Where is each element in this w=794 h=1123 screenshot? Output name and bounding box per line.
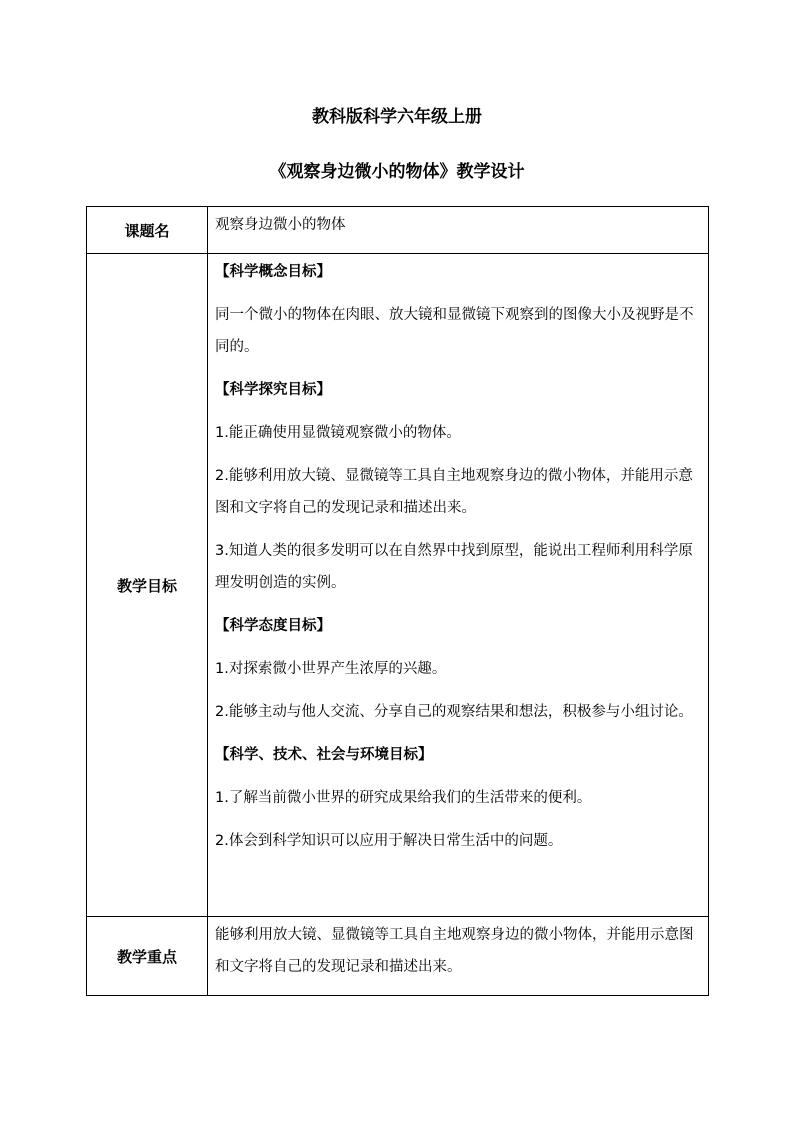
attitude-goal-heading: 【科学态度目标】 xyxy=(215,618,331,634)
stse-goal-heading: 【科学、技术、社会与环境目标】 xyxy=(215,747,433,763)
key-point-value: 能够利用放大镜、显微镜等工具自主地观察身边的微小物体，并能用示意图和文字将自己的发现记录和描述出来。 xyxy=(208,917,709,996)
stse-goal-item: 1.了解当前微小世界的研究成果给我们的生活带来的便利。 xyxy=(215,790,592,806)
table-row-key-point xyxy=(87,917,709,996)
inquiry-goal-item: 1.能正确使用显微镜观察微小的物体。 xyxy=(215,425,461,441)
inquiry-goal-item: 3.知道人类的很多发明可以在自然界中找到原型，能说出工程师利用科学原理发明创造的实例。 xyxy=(215,543,693,591)
attitude-goal-item: 2.能够主动与他人交流、分享自己的观察结果和想法，积极参与小组讨论。 xyxy=(215,704,693,720)
table-row-goals xyxy=(87,254,709,917)
stse-goal-item: 2.体会到科学知识可以应用于解决日常生活中的问题。 xyxy=(215,833,563,849)
goals-content xyxy=(208,254,709,917)
key-point-label: 教学重点 xyxy=(87,917,208,996)
topic-value: 观察身边微小的物体 xyxy=(208,207,709,254)
topic-label: 课题名 xyxy=(87,207,208,254)
goals-label: 教学目标 xyxy=(87,254,208,917)
lesson-plan-table xyxy=(86,206,709,996)
inquiry-goal-item: 2.能够利用放大镜、显微镜等工具自主地观察身边的微小物体，并能用示意图和文字将自己的发现记录和描述出来。 xyxy=(215,468,693,516)
inquiry-goal-heading: 【科学探究目标】 xyxy=(215,382,331,398)
concept-goal-item: 同一个微小的物体在肉眼、放大镜和显微镜下观察到的图像大小及视野是不同的。 xyxy=(215,307,694,355)
attitude-goal-item: 1.对探索微小世界产生浓厚的兴趣。 xyxy=(215,661,447,677)
concept-goal-heading: 【科学概念目标】 xyxy=(215,264,331,280)
table-row-topic xyxy=(87,207,709,254)
document-subtitle: 《观察身边微小的物体》教学设计 xyxy=(269,162,525,182)
document-title: 教科版科学六年级上册 xyxy=(312,107,482,127)
